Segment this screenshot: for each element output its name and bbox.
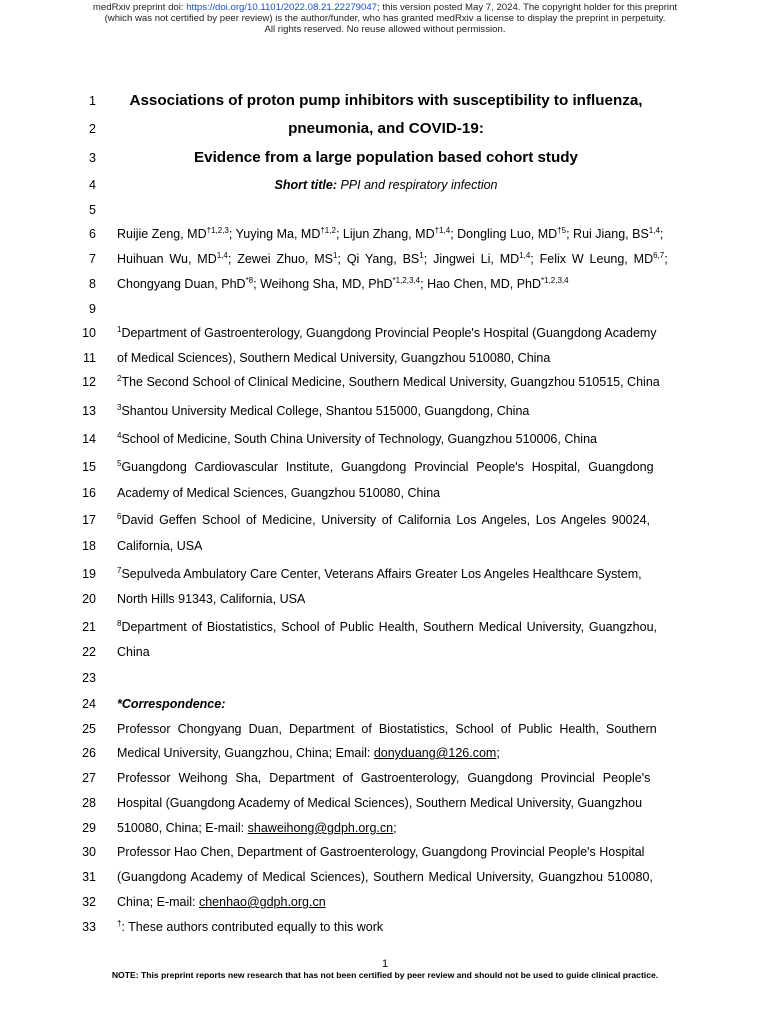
manuscript-line	[0, 147, 770, 171]
line-number: 12	[82, 375, 96, 389]
manuscript-line	[0, 742, 770, 766]
manuscript-line	[0, 616, 770, 640]
line-number: 4	[89, 178, 96, 192]
line-number: 28	[82, 796, 96, 810]
short-title-text: PPI and respiratory infection	[337, 178, 498, 192]
banner-line-1: medRxiv preprint doi: https://doi.org/10.1101/2022.08.21.22279047; this version posted May 7, 2024. The copyright holder for this preprint	[92, 2, 678, 13]
manuscript-line	[0, 298, 770, 322]
line-number: 18	[82, 539, 96, 553]
manuscript-line	[0, 428, 770, 452]
peer-review-note: NOTE: This preprint reports new research that has not been certified by peer review and should not be used to guide clinical practice.	[111, 970, 659, 980]
manuscript-line	[0, 693, 770, 717]
manuscript-line	[0, 792, 770, 816]
line-number: 30	[82, 845, 96, 859]
line-number: 7	[89, 252, 96, 266]
line-number: 21	[82, 620, 96, 634]
manuscript-line	[0, 641, 770, 665]
line-number: 25	[82, 722, 96, 736]
title-line-1: Associations of proton pump inhibitors with susceptibility to influenza,	[129, 92, 643, 109]
manuscript-line	[0, 322, 770, 346]
correspondence-p3-cont: (Guangdong Academy of Medical Sciences), Southern Medical University, Guangzhou 510080,	[117, 870, 653, 884]
manuscript-line	[0, 535, 770, 559]
affiliation-2: $^2$The Second School of Clinical Medicine, Southern Medical University, Guangzhou 510515, China	[117, 374, 660, 389]
correspondence-p3: Professor Hao Chen, Department of Gastroenterology, Guangdong Provincial People's Hospital	[117, 845, 645, 859]
banner-line-3: All rights reserved. No reuse allowed without permission.	[264, 24, 506, 35]
manuscript-line	[0, 223, 770, 247]
correspondence-heading: *Correspondence:	[117, 697, 226, 711]
line-number: 10	[82, 326, 96, 340]
manuscript-line	[0, 866, 770, 890]
manuscript-line	[0, 400, 770, 424]
equal-contribution-note: †: These authors contributed equally to this work	[117, 919, 384, 934]
email-link[interactable]: shaweihong@gdph.org.cn	[247, 821, 394, 835]
line-number: 22	[82, 645, 96, 659]
manuscript-line	[0, 118, 770, 142]
affiliation-8-cont: China	[117, 645, 150, 659]
line-number: 27	[82, 771, 96, 785]
line-number: 2	[89, 122, 96, 136]
line-number: 13	[82, 404, 96, 418]
preprint-banner	[0, 2, 770, 35]
manuscript-line	[0, 563, 770, 587]
correspondence-p3-cont2: China; E-mail: chenhao@gdph.org.cn	[117, 895, 326, 909]
manuscript-line	[0, 891, 770, 915]
line-number: 9	[89, 302, 96, 316]
short-title-label: Short title:	[274, 178, 337, 192]
affiliation-7-cont: North Hills 91343, California, USA	[117, 592, 306, 606]
title-line-3: Evidence from a large population based cohort study	[194, 149, 578, 166]
line-number: 20	[82, 592, 96, 606]
line-number: 14	[82, 432, 96, 446]
manuscript-line	[0, 817, 770, 841]
correspondence-p2-cont2: 510080, China; E-mail: shaweihong@gdph.org.cn;	[117, 821, 397, 835]
correspondence-p2: Professor Weihong Sha, Department of Gastroenterology, Guangdong Provincial People's	[117, 771, 651, 785]
affiliation-8: $^8$Department of Biostatistics, School of Public Health, Southern Medical University, Guangzhou,	[117, 619, 658, 634]
manuscript-line	[0, 248, 770, 272]
line-number: 26	[82, 746, 96, 760]
line-number: 31	[82, 870, 96, 884]
affiliation-5-cont: Academy of Medical Sciences, Guangzhou 510080, China	[117, 486, 441, 500]
correspondence-p2-cont: Hospital (Guangdong Academy of Medical Sciences), Southern Medical University, Guangzhou	[117, 796, 643, 810]
line-number: 11	[83, 351, 96, 365]
manuscript-line	[0, 174, 770, 198]
page-number: 1	[381, 958, 389, 970]
affiliation-1: $^1$Department of Gastroenterology, Guangdong Provincial People's Hospital (Guangdong Academy	[117, 325, 657, 340]
manuscript-line	[0, 916, 770, 940]
manuscript-line	[0, 588, 770, 612]
affiliation-6: $^6$David Geffen School of Medicine, University of California Los Angeles, Los Angeles 90024,	[117, 512, 651, 527]
email-link[interactable]: donyduang@126.com	[373, 746, 497, 760]
manuscript-line	[0, 841, 770, 865]
manuscript-line	[0, 482, 770, 506]
line-number: 32	[82, 895, 96, 909]
line-number: 29	[82, 821, 96, 835]
title-line-2: pneumonia, and COVID-19:	[288, 120, 484, 137]
affiliation-3: $^3$Shantou University Medical College, Shantou 515000, Guangdong, China	[117, 403, 530, 418]
line-number: 8	[89, 277, 96, 291]
line-number: 16	[82, 486, 96, 500]
line-number: 17	[82, 513, 96, 527]
manuscript-line	[0, 90, 770, 114]
manuscript-line	[0, 509, 770, 533]
email-link[interactable]: chenhao@gdph.org.cn	[198, 895, 326, 909]
line-number: 15	[82, 460, 96, 474]
manuscript-line	[0, 199, 770, 223]
manuscript-line	[0, 767, 770, 791]
short-title	[117, 178, 655, 192]
affiliation-1-cont: of Medical Sciences), Southern Medical University, Guangzhou 510080, China	[117, 351, 551, 365]
line-number: 24	[82, 697, 96, 711]
line-number: 3	[89, 151, 96, 165]
manuscript-line	[0, 371, 770, 395]
author-line-2: Huihuan Wu, MD$^{1,4}$; Zewei Zhuo, $MS^1$; Qi Yang, $BS^1$; Jingwei Li, MD$^{1,4}$; Felix W Leung, MD$^{6,7}$;	[117, 251, 668, 266]
line-number: 23	[82, 671, 96, 685]
banner-line-2: (which was not certified by peer review) is the author/funder, who has granted medRxiv a license to display the preprint in perpetuity.	[104, 13, 666, 24]
author-line-3: Chongyang Duan, PhD$^{*8}$; Weihong Sha, MD, PhD$^{*1,2,3,4}$; Hao Chen, MD, PhD$^{*1,2,3,4}$	[117, 276, 569, 291]
manuscript-line	[0, 456, 770, 480]
correspondence-p1: Professor Chongyang Duan, Department of Biostatistics, School of Public Health, Southern	[117, 722, 657, 736]
line-number: 6	[89, 227, 96, 241]
line-number: 5	[89, 203, 96, 217]
manuscript-line	[0, 718, 770, 742]
line-number: 1	[89, 94, 96, 108]
manuscript-line	[0, 273, 770, 297]
manuscript-line	[0, 667, 770, 691]
correspondence-p1-cont: Medical University, Guangzhou, China; Email: donyduang@126.com;	[117, 746, 500, 760]
doi-link[interactable]: https://doi.org/10.1101/2022.08.21.22279047	[186, 2, 378, 13]
line-number: 33	[82, 920, 96, 934]
affiliation-7: $^7$Sepulveda Ambulatory Care Center, Veterans Affairs Greater Los Angeles Healthcare System,	[117, 566, 642, 581]
affiliation-5: $^5$Guangdong Cardiovascular Institute, Guangdong Provincial People's Hospital, Guangdong	[117, 459, 654, 474]
author-line-1: Ruijie Zeng, MD$^{\dagger 1,2,3}$; Yuying Ma, MD$^{\dagger 1,2}$; Lijun Zhang, MD$^{\dagger 1,4}$; Dongling Luo, MD$^{\dagger 5}$; Rui Jiang, BS$^{1,4}$;	[117, 226, 664, 241]
affiliation-6-cont: California, USA	[117, 539, 203, 553]
manuscript-line	[0, 347, 770, 371]
line-number: 19	[82, 567, 96, 581]
affiliation-4: $^4$School of Medicine, South China University of Technology, Guangzhou 510006, China	[117, 431, 597, 446]
